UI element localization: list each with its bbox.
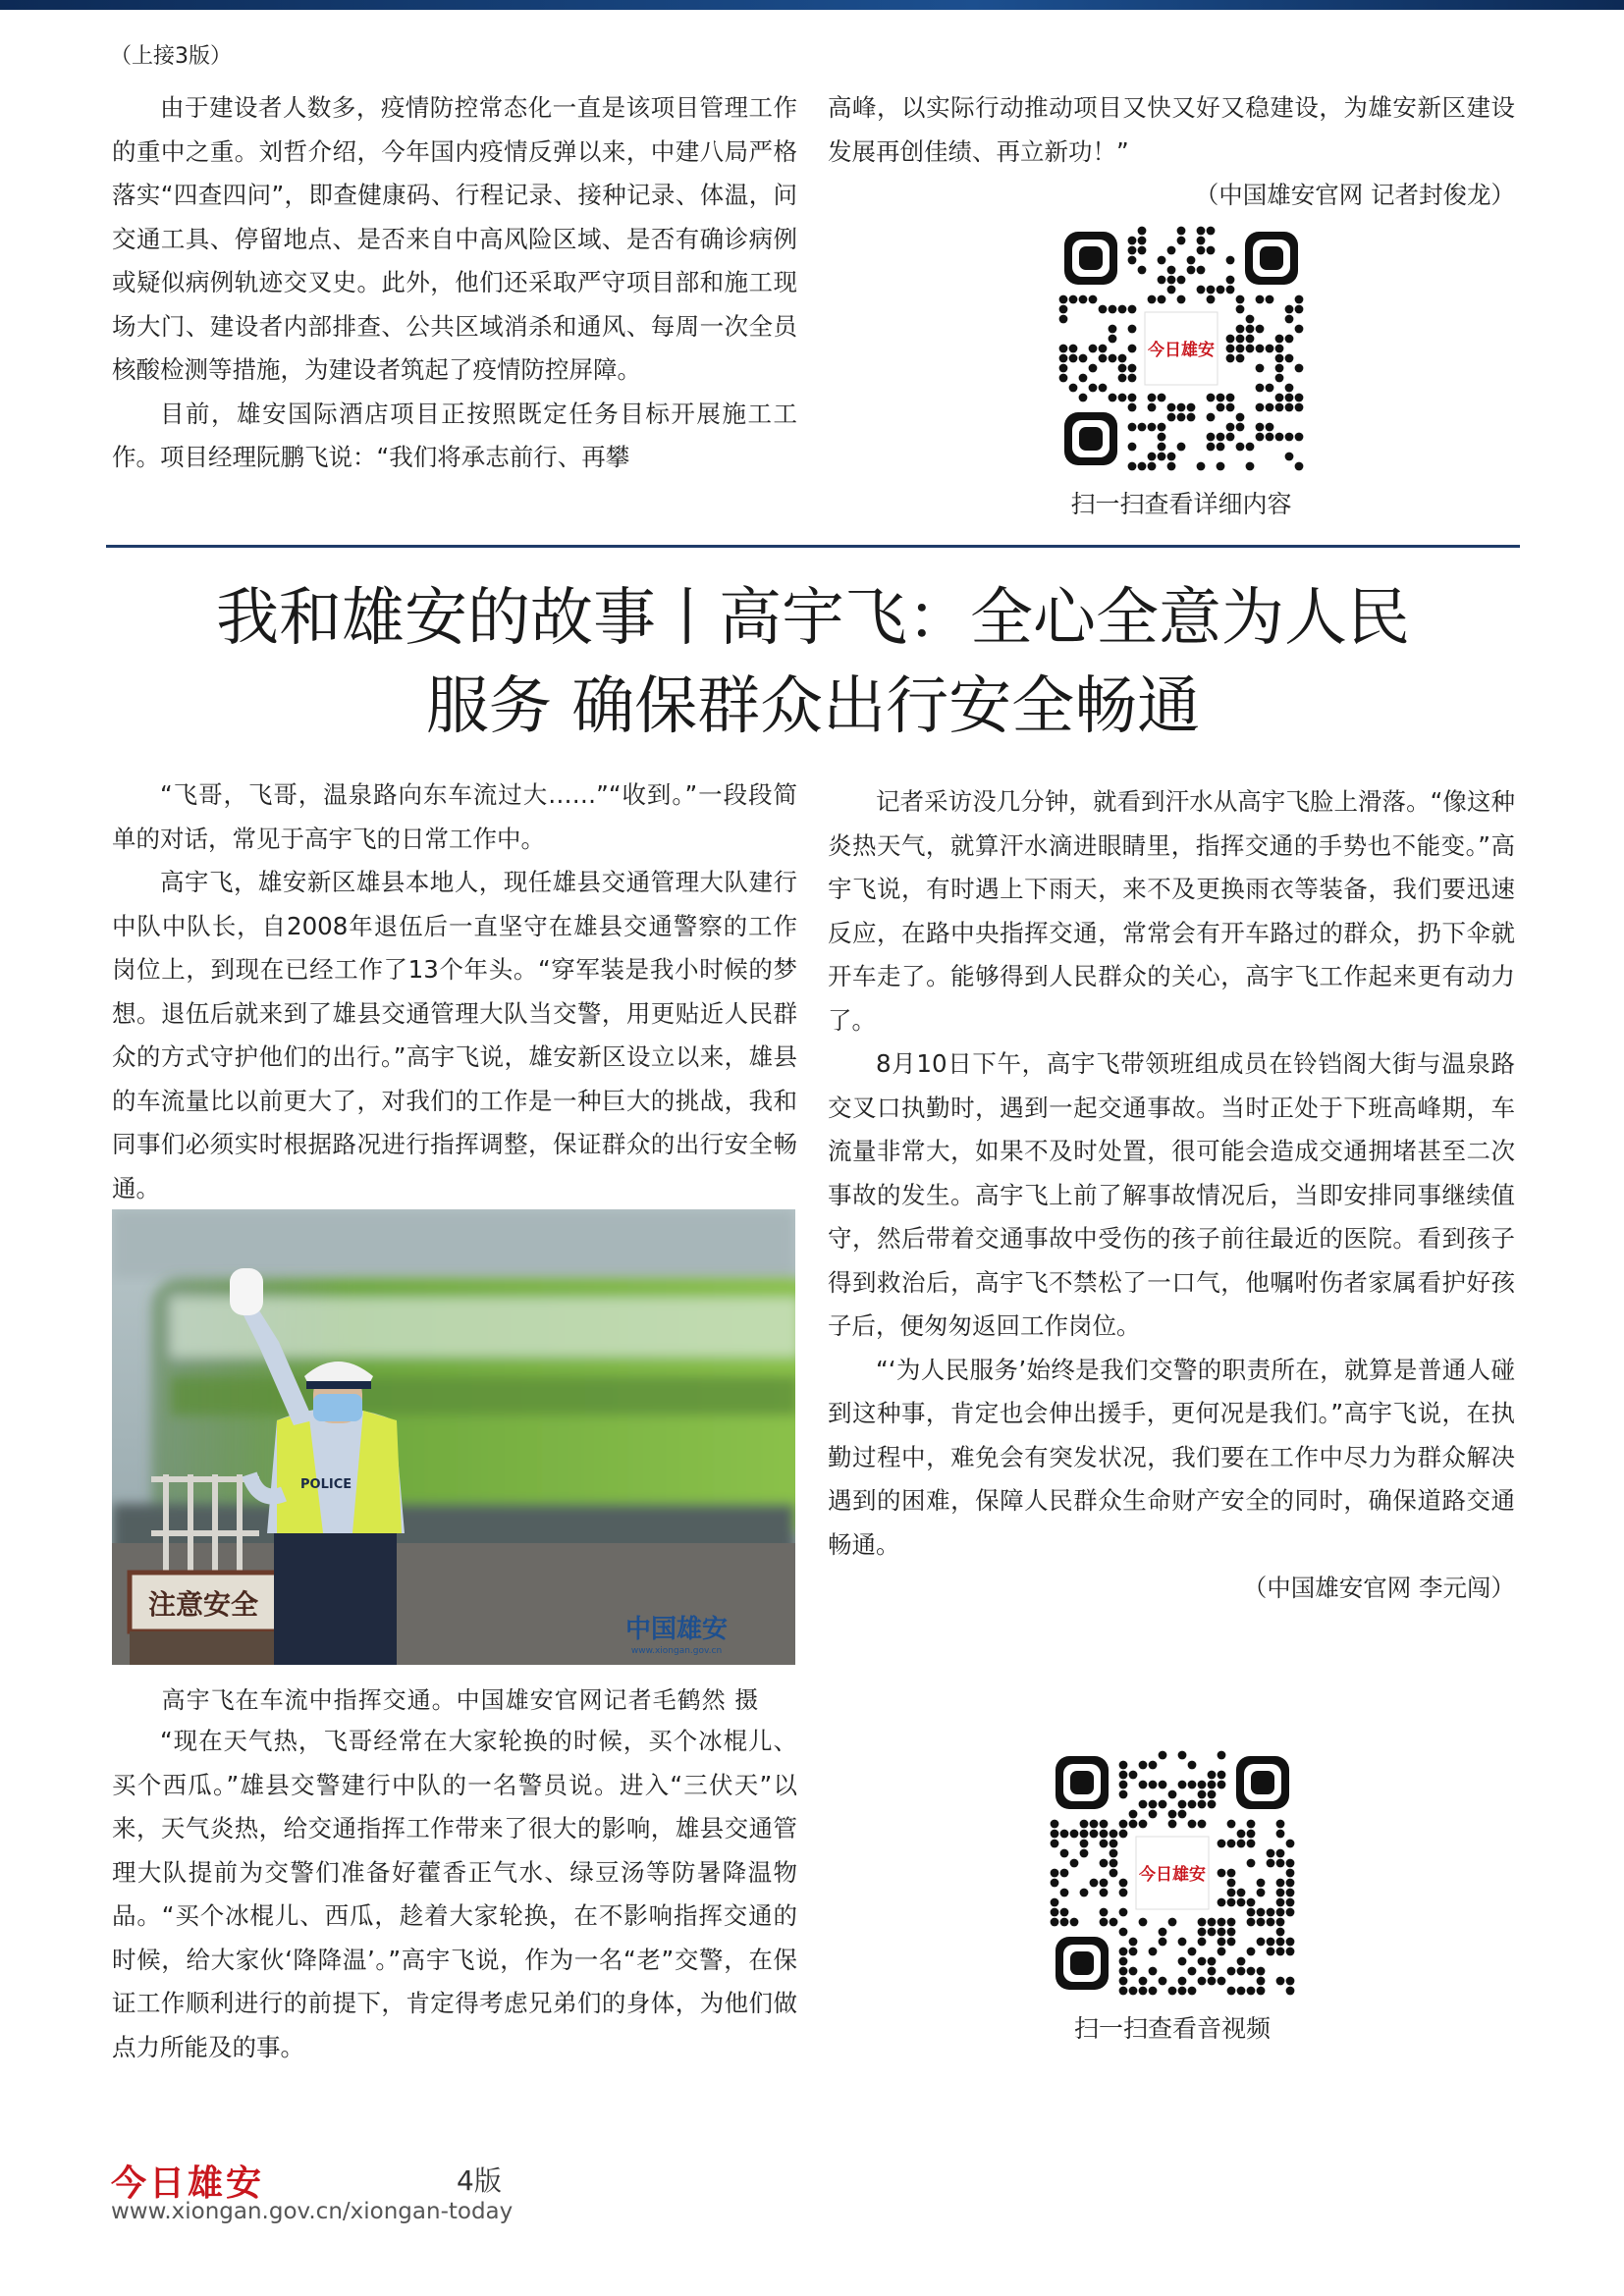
main-article-paragraph: “‘为人民服务’始终是我们交警的职责所在，就算是普通人碰到这种事，肯定也会伸出援手，更何况是我们。”高宇飞说，在执勤过程中，难免会有突发状况，我们要在工作中尽力为群众解决遇到的困难，保障人民群众生命财产安全的同时，确保道路交通畅通。: [828, 1355, 1515, 1559]
top-article-left-column: [112, 86, 797, 480]
main-article-paragraph: 8月10日下午，高宇飞带领班组成员在铃铛阁大街与温泉路交叉口执勤时，遇到一起交通事故。当时正处于下班高峰期，车流量非常大，如果不及时处置，很可能会造成交通拥堵甚至二次事故的发生。高宇飞上前了解事故情况后，当即安排同事继续值守，然后带着交通事故中受伤的孩子前往最近的医院。看到孩子得到救治后，高宇飞不禁松了一口气，他嘱咐伤者家属看护好孩子后，便匆匆返回工作岗位。: [828, 1049, 1515, 1340]
main-article-left-column: [112, 774, 797, 1210]
footer-logo: 今日雄安: [111, 2163, 265, 2204]
photo-caption: 高宇飞在车流中指挥交通。中国雄安官网记者毛鹤然 摄: [161, 1686, 760, 1714]
qr-caption: 扫一扫查看详细内容: [1070, 490, 1292, 518]
top-article-paragraph: 由于建设者人数多，疫情防控常态化一直是该项目管理工作的重中之重。刘哲介绍，今年国内疫情反弹以来，中建八局严格落实“四查四问”，即查健康码、行程记录、接种记录、体温，问交通工具、停留地点、是否来自中高风险区域、是否有确诊病例或疑似病例轨迹交叉史。此外，他们还采取严守项目部和施工现场大门、建设者内部排查、公共区域消杀和通风、每周一次全员核酸检测等措施，为建设者筑起了疫情防控屏障。: [112, 93, 797, 384]
top-article-right-column: [828, 86, 1515, 218]
main-article-byline: （中国雄安官网 李元闯）: [1242, 1574, 1515, 1602]
top-color-bar: [0, 0, 1624, 10]
section-divider: [106, 545, 1520, 548]
main-article-paragraph: 高宇飞，雄安新区雄县本地人，现任雄县交通管理大队建行中队中队长，自2008年退伍后一直坚守在雄县交通警察的工作岗位上，到现在已经工作了13个年头。“穿军装是我小时候的梦想。退伍后就来到了雄县交通管理大队当交警，用更贴近人民群众的方式守护他们的出行。”高宇飞说，雄安新区设立以来，雄县的车流量比以前更大了，对我们的工作是一种巨大的挑战，我和同事们必须实时根据路况进行指挥调整，保证群众的出行安全畅通。: [112, 868, 797, 1202]
vest-text: POLICE: [300, 1477, 352, 1492]
photo-watermark: 中国雄安: [624, 1615, 729, 1644]
continued-note: （上接3版）: [110, 44, 232, 69]
main-article-left-column-lower: [112, 1720, 797, 2069]
footer-site-url[interactable]: www.xiongan.gov.cn/xiongan-today: [111, 2199, 514, 2224]
qr-code-icon[interactable]: [1050, 1750, 1295, 1996]
main-article-paragraph: “飞哥，飞哥，温泉路向东车流过大……”“收到。”一段段简单的对话，常见于高宇飞的日常工作中。: [112, 780, 797, 853]
photo-watermark-url: www.xiongan.gov.cn: [630, 1646, 723, 1656]
main-headline: [106, 574, 1520, 751]
main-article-paragraph: “现在天气热，飞哥经常在大家轮换的时候，买个冰棍儿、买个西瓜。”雄县交警建行中队的一名警员说。进入“三伏天”以来，天气炎热，给交通指挥工作带来了很大的影响，雄县交通管理大队提前为交警们准备好藿香正气水、绿豆汤等防暑降温物品。“买个冰棍儿、西瓜，趁着大家轮换，在不影响指挥交通的时候，给大家伙‘降降温’。”高宇飞说，作为一名“老”交警，在保证工作顺利进行的前提下，肯定得考虑兄弟们的身体，为他们做点力所能及的事。: [112, 1727, 797, 2061]
photo-sign-text: 注意安全: [147, 1588, 259, 1621]
qr-code-icon[interactable]: [1058, 226, 1304, 471]
headline-line-2: 服务 确保群众出行安全畅通: [425, 670, 1201, 743]
photo-illustration: [112, 1209, 795, 1665]
headline-line-1: 我和雄安的故事丨高宇飞：全心全意为人民: [216, 582, 1410, 655]
qr-block-details: [1054, 226, 1309, 520]
article-photo: [112, 1209, 795, 1665]
qr-logo-text: 今日雄安: [1148, 341, 1215, 360]
qr-block-video: [1045, 1750, 1300, 2045]
page-number: 4版: [457, 2164, 502, 2197]
qr-logo-text: 今日雄安: [1139, 1865, 1206, 1885]
top-article-byline: （中国雄安官网 记者封俊龙）: [1194, 181, 1515, 209]
main-article-right-column: [828, 780, 1515, 1611]
top-article-paragraph: 高峰，以实际行动推动项目又快又好又稳建设，为雄安新区建设发展再创佳绩、再立新功！”: [828, 93, 1515, 166]
top-article-paragraph: 目前，雄安国际酒店项目正按照既定任务目标开展施工工作。项目经理阮鹏飞说：“我们将承志前行、再攀: [112, 399, 797, 471]
qr-caption: 扫一扫查看音视频: [1073, 2014, 1271, 2043]
main-article-paragraph: 记者采访没几分钟，就看到汗水从高宇飞脸上滑落。“像这种炎热天气，就算汗水滴进眼睛里，指挥交通的手势也不能变。”高宇飞说，有时遇上下雨天，来不及更换雨衣等装备，我们要迅速反应，在路中央指挥交通，常常会有开车路过的群众，扔下伞就开车走了。能够得到人民群众的关心，高宇飞工作起来更有动力了。: [828, 787, 1515, 1035]
